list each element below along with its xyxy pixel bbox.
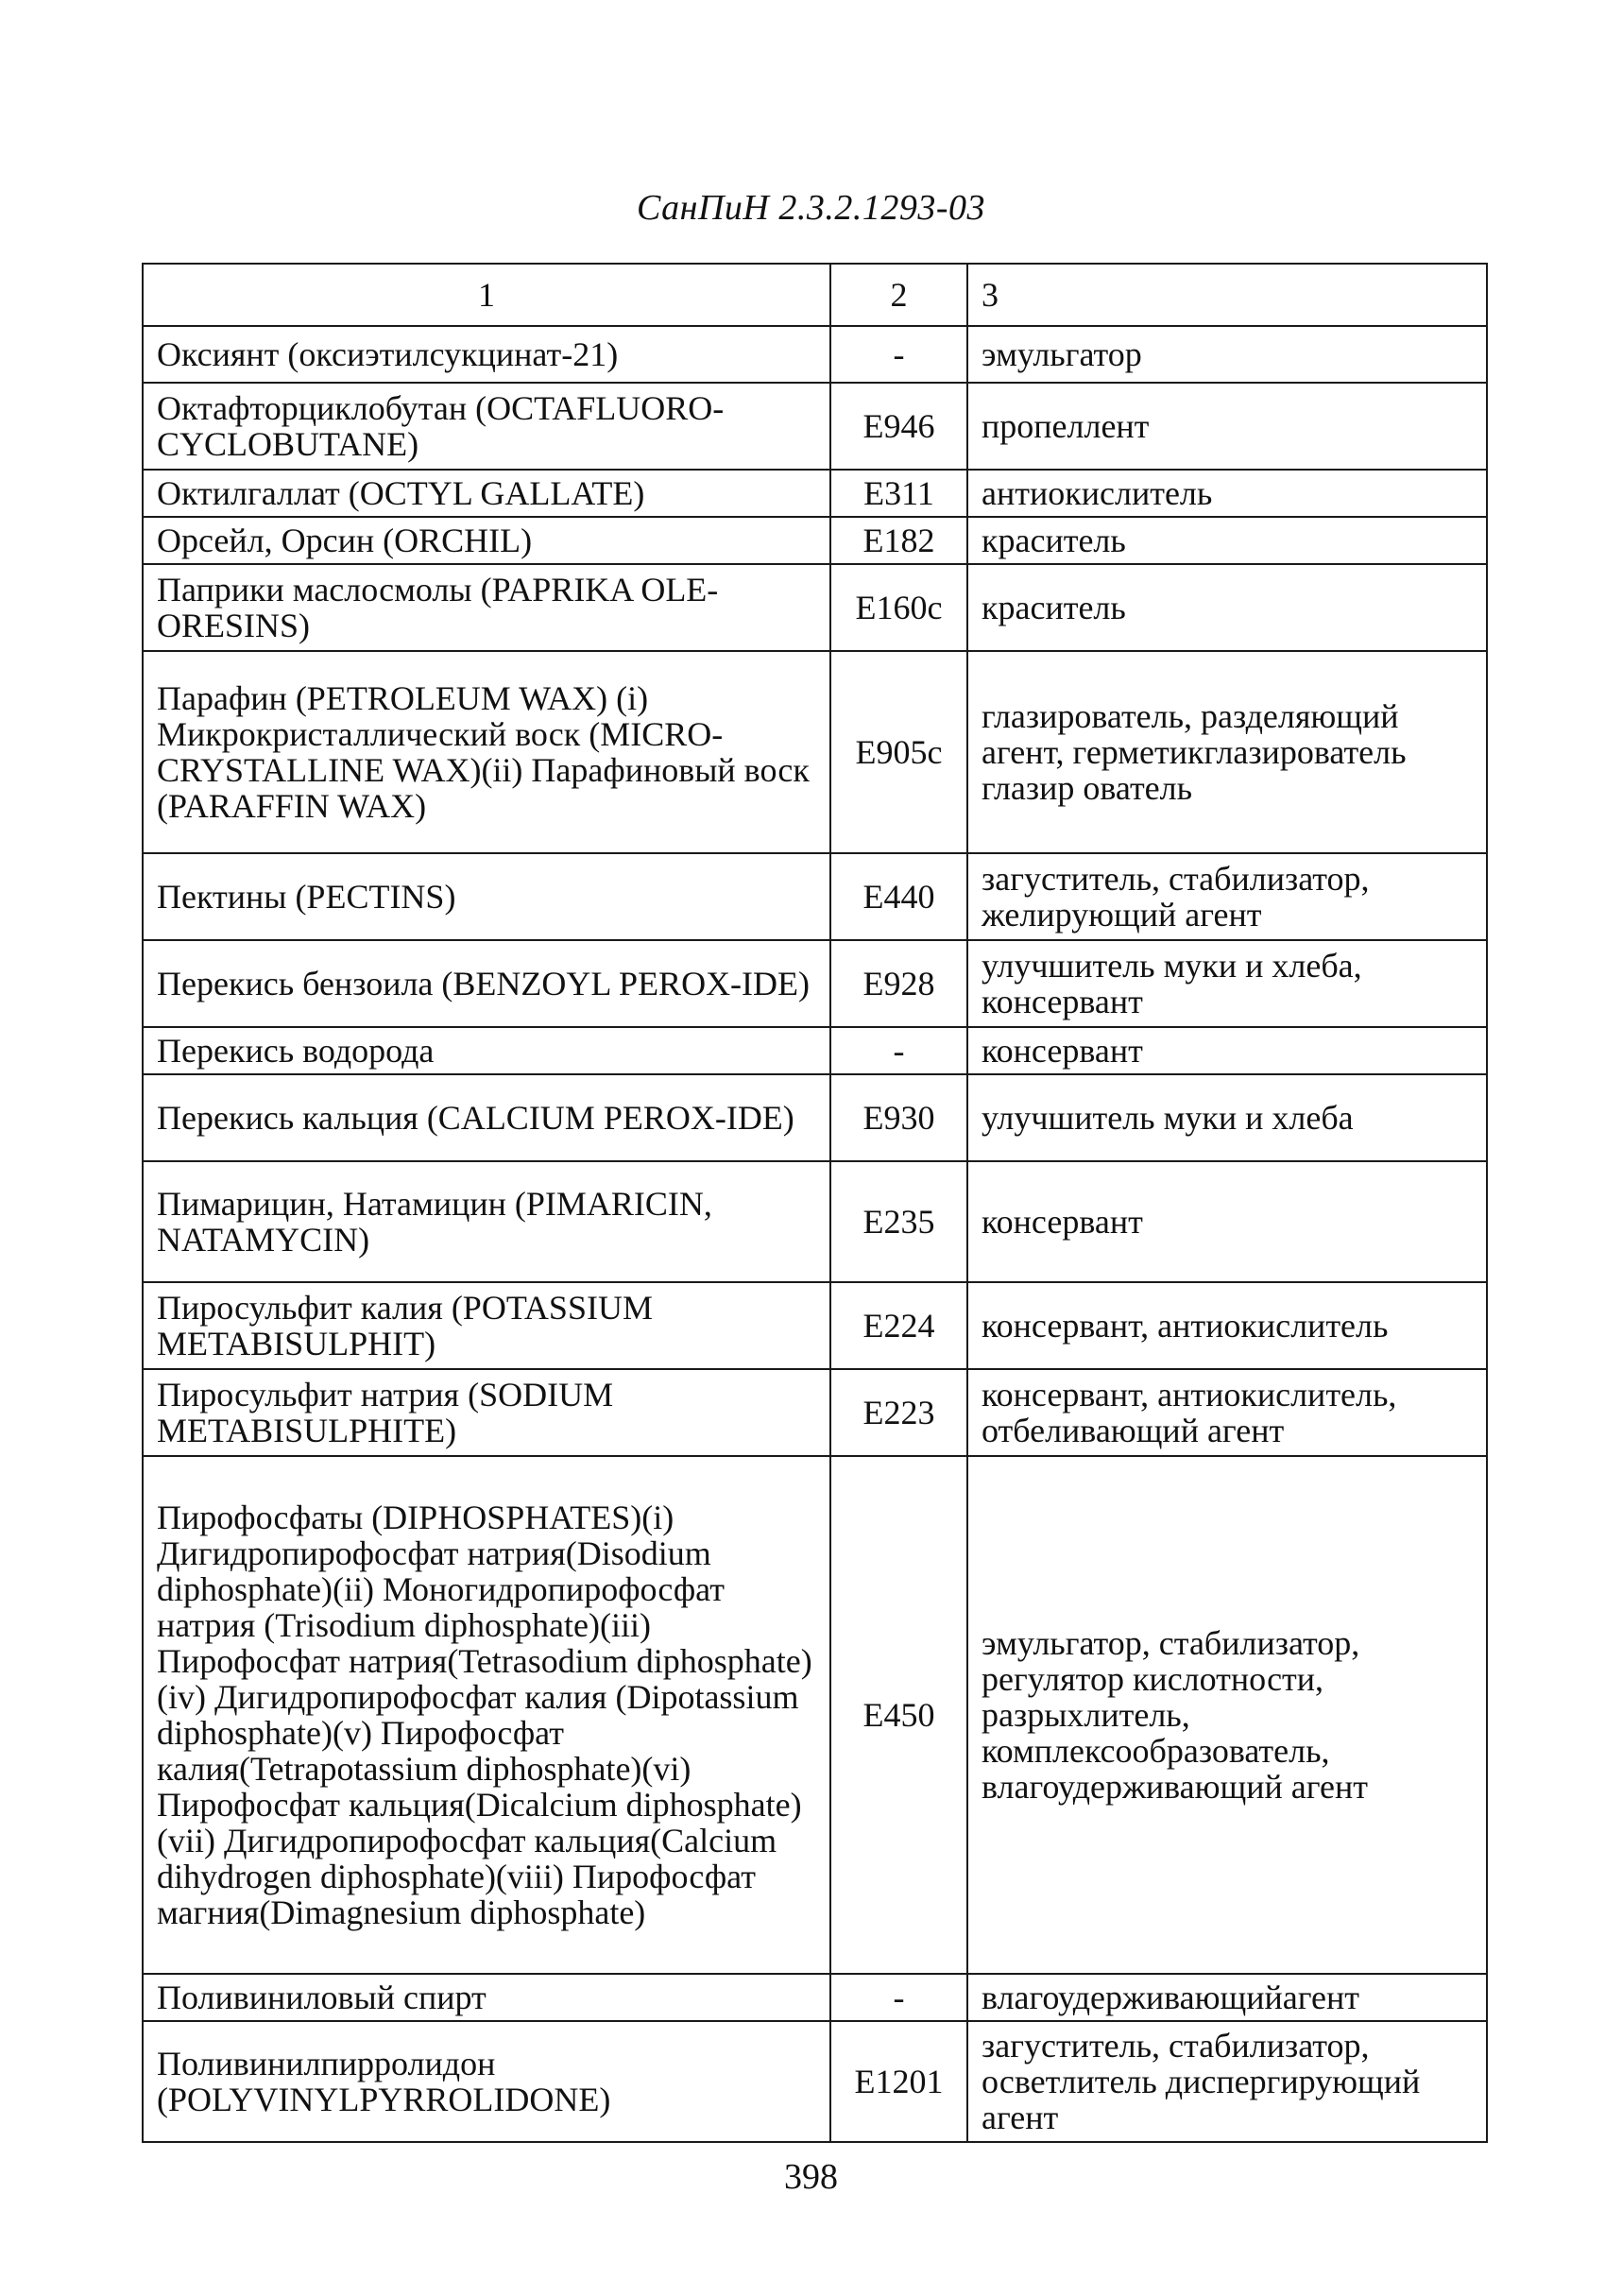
document-title: СанПиН 2.3.2.1293-03 <box>637 188 985 228</box>
e-code: E223 <box>830 1369 967 1456</box>
e-code: - <box>830 326 967 383</box>
table-row <box>143 940 1487 1027</box>
additive-name: Паприки маслосмолы (PAPRIKA OLE-ORESINS) <box>143 564 830 651</box>
additive-function: улучшитель муки и хлеба, консервант <box>967 940 1487 1027</box>
additive-function: краситель <box>967 517 1487 564</box>
additive-function: загуститель, стабилизатор, желирующий агент <box>967 853 1487 940</box>
e-code: E905c <box>830 651 967 853</box>
table-row <box>143 1027 1487 1074</box>
additive-function: глазирователь, разделяющий агент, герметикглазирователь глазир ователь <box>967 651 1487 853</box>
e-code: E224 <box>830 1282 967 1369</box>
additive-name: Пектины (PECTINS) <box>143 853 830 940</box>
additive-name: Октафторциклобутан (OCTAFLUORO-CYCLOBUTANE) <box>143 383 830 470</box>
additive-function: улучшитель муки и хлеба <box>967 1074 1487 1161</box>
additive-function: пропеллент <box>967 383 1487 470</box>
additive-function: консервант, антиокислитель, отбеливающий агент <box>967 1369 1487 1456</box>
additive-name: Поливинилпирролидон (POLYVINYLPYRROLIDONE) <box>143 2021 830 2142</box>
additive-function: краситель <box>967 564 1487 651</box>
e-code: E930 <box>830 1074 967 1161</box>
table-row <box>143 1456 1487 1974</box>
additives-table-container <box>142 263 1486 2143</box>
additive-name: Пиросульфит натрия (SODIUM METABISULPHITE) <box>143 1369 830 1456</box>
additives-table <box>142 263 1488 2143</box>
additive-name: Пиросульфит калия (POTASSIUM METABISULPHIT) <box>143 1282 830 1369</box>
table-header-row <box>143 264 1487 326</box>
table-row <box>143 1074 1487 1161</box>
e-code: E182 <box>830 517 967 564</box>
e-code: E450 <box>830 1456 967 1974</box>
page-number: 398 <box>784 2157 838 2197</box>
additive-name: Перекись водорода <box>143 1027 830 1074</box>
additive-name: Пирофосфаты (DIPHOSPHATES)(i) Дигидропирофосфат натрия(Disodium diphosphate)(ii) Моногидропирофосфат натрия (Trisodium diphosphate)(iii) Пирофосфат натрия(Tetrasodium diphosphate) (iv) Дигидропирофосфат калия (Dipotassium diphosphate)(v) Пирофосфат калия(Tetrapotassium diphosphate)(vi) Пирофосфат кальция(Dicalcium diphosphate)(vii) Дигидропирофосфат кальция(Calcium dihydrogen diphosphate)(viii) Пирофосфат магния(Dimagnesium diphosphate) <box>143 1456 830 1974</box>
additive-name: Перекись кальция (CALCIUM PEROX-IDE) <box>143 1074 830 1161</box>
additive-name: Октилгаллат (OCTYL GALLATE) <box>143 470 830 517</box>
e-code: E946 <box>830 383 967 470</box>
additive-name: Оксиянт (оксиэтилсукцинат-21) <box>143 326 830 383</box>
additive-function: влагоудерживающийагент <box>967 1974 1487 2021</box>
table-row <box>143 1161 1487 1282</box>
additive-name: Орсейл, Орсин (ORCHIL) <box>143 517 830 564</box>
e-code: E440 <box>830 853 967 940</box>
table-row <box>143 517 1487 564</box>
additive-name: Перекись бензоила (BENZOYL PEROX-IDE) <box>143 940 830 1027</box>
table-row <box>143 1369 1487 1456</box>
table-row <box>143 1282 1487 1369</box>
e-code: E928 <box>830 940 967 1027</box>
e-code: - <box>830 1974 967 2021</box>
additive-name: Парафин (PETROLEUM WAX) (i) Микрокристаллический воск (MICRO-CRYSTALLINE WAX)(ii) Парафиновый воск (PARAFFIN WAX) <box>143 651 830 853</box>
additive-function: эмульгатор <box>967 326 1487 383</box>
table-row <box>143 853 1487 940</box>
e-code: E235 <box>830 1161 967 1282</box>
table-row <box>143 326 1487 383</box>
additive-name: Поливиниловый спирт <box>143 1974 830 2021</box>
column-header-1: 1 <box>143 264 830 326</box>
table-row <box>143 564 1487 651</box>
table-row <box>143 383 1487 470</box>
table-row <box>143 651 1487 853</box>
e-code: E311 <box>830 470 967 517</box>
column-header-2: 2 <box>830 264 967 326</box>
additive-function: консервант, антиокислитель <box>967 1282 1487 1369</box>
e-code: E1201 <box>830 2021 967 2142</box>
table-row <box>143 1974 1487 2021</box>
additive-function: консервант <box>967 1161 1487 1282</box>
additive-function: антиокислитель <box>967 470 1487 517</box>
e-code: E160c <box>830 564 967 651</box>
column-header-3: 3 <box>967 264 1487 326</box>
table-row <box>143 2021 1487 2142</box>
additive-function: загуститель, стабилизатор, осветлитель диспергирующий агент <box>967 2021 1487 2142</box>
additive-function: эмульгатор, стабилизатор, регулятор кислотности, разрыхлитель, комплексообразователь, влагоудерживающий агент <box>967 1456 1487 1974</box>
additive-function: консервант <box>967 1027 1487 1074</box>
table-row <box>143 470 1487 517</box>
additive-name: Пимарицин, Натамицин (PIMARICIN, NATAMYCIN) <box>143 1161 830 1282</box>
e-code: - <box>830 1027 967 1074</box>
